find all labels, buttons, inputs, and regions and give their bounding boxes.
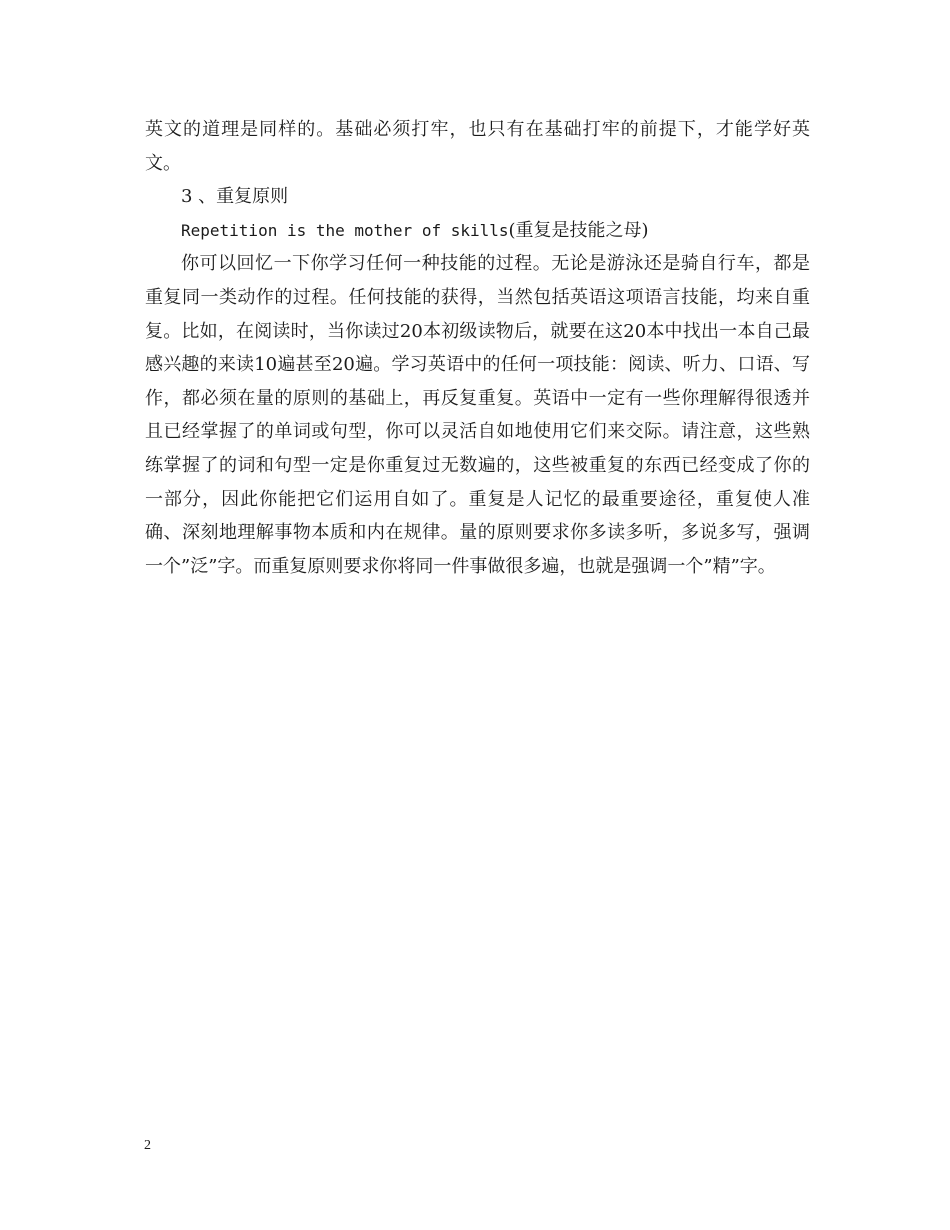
quote-english: Repetition is the mother of skills	[181, 220, 509, 240]
document-body	[145, 113, 810, 583]
section-heading: 3 、重复原则	[181, 186, 289, 208]
paragraph-repetition: 你可以回忆一下你学习任何一种技能的过程。无论是游泳还是骑自行车，都是重复同一类动作的过程。任何技能的获得，当然包括英语这项语言技能，均来自重复。比如，在阅读时，当你读过20本初级读物后，就要在这20本中找出一本自己最感兴趣的来读10遍甚至20遍。学习英语中的任何一项技能：阅读、听力、口语、写作，都必须在量的原则的基础上，再反复重复。英语中一定有一些你理解得很透并且已经掌握了的单词或句型，你可以灵活自如地使用它们来交际。请注意，这些熟练掌握了的词和句型一定是你重复过无数遍的，这些被重复的东西已经变成了你的一部分，因此你能把它们运用自如了。重复是人记忆的最重要途径，重复使人准确、深刻地理解事物本质和内在规律。量的原则要求你多读多听，多说多写，强调一个”泛”字。而重复原则要求你将同一件事做很多遍，也就是强调一个”精”字。	[145, 253, 810, 577]
quote-line	[145, 214, 810, 248]
quote-chinese: (重复是技能之母)	[508, 219, 649, 241]
paragraph-continued: 英文的道理是同样的。基础必须打牢，也只有在基础打牢的前提下，才能学好英文。	[145, 119, 810, 174]
page-number: 2	[144, 1138, 151, 1153]
